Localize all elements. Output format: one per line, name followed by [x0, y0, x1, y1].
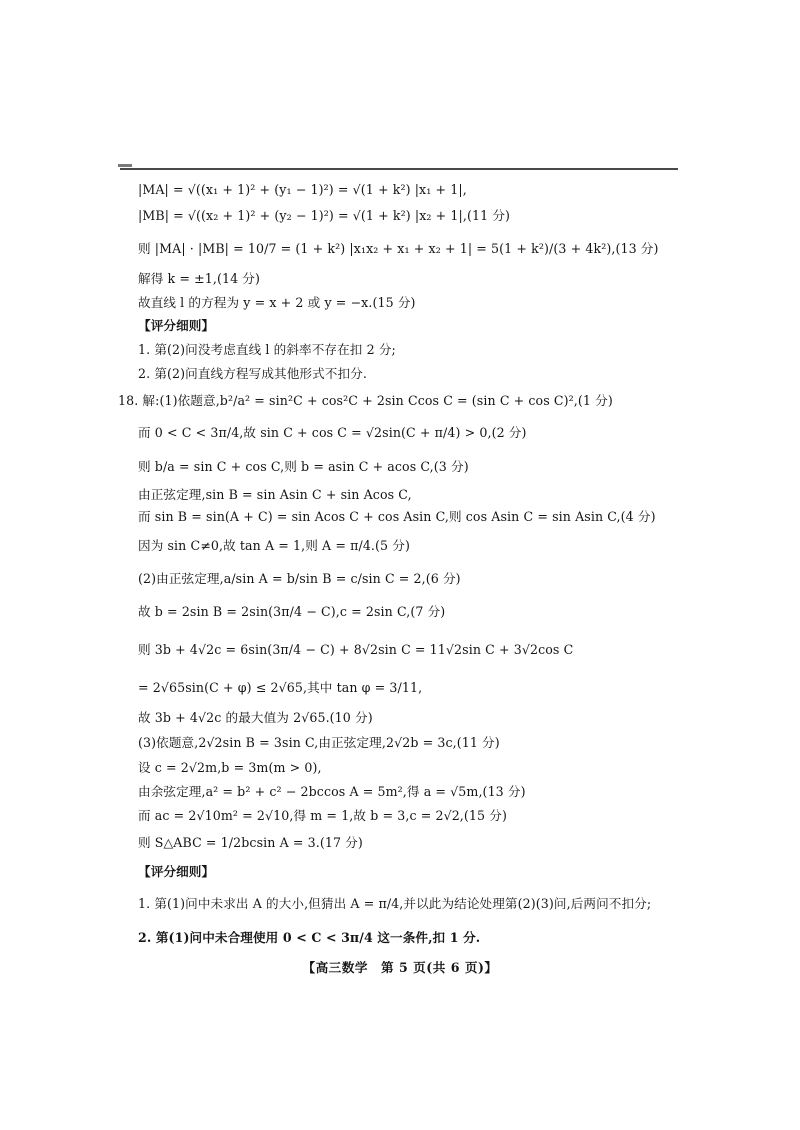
header-rule: [120, 168, 678, 170]
q18-part2-start: (2)由正弦定理,a/sin A = b/sin B = c/sin C = 2,(6 分): [138, 571, 461, 586]
q18-tan-a: 因为 sin C≠0,故 tan A = 1,则 A = π/4.(5 分): [138, 538, 410, 553]
q18-cosine-law: 由余弦定理,a² = b² + c² − 2bccos A = 5m²,得 a = √5m,(13 分): [138, 784, 526, 799]
grading-rule-1: 1. 第(2)问没考虑直线 l 的斜率不存在扣 2 分;: [138, 342, 396, 357]
q18-part1-start: 18. 解:(1)依题意,b²/a² = sin²C + cos²C + 2sin Ccos C = (sin C + cos C)²,(1 分): [118, 393, 613, 408]
q18-ratio: 则 b/a = sin C + cos C,则 b = asin C + acos C,(3 分): [138, 459, 469, 474]
q18-b-c: 故 b = 2sin B = 2sin(3π/4 − C),c = 2sin C,(7 分): [138, 604, 446, 619]
line-solve-k: 解得 k = ±1,(14 分): [138, 271, 260, 286]
grading-heading-1: 【评分细则】: [138, 318, 215, 333]
line-line-equation: 故直线 l 的方程为 y = x + 2 或 y = −x.(15 分): [138, 295, 416, 310]
grading-heading-2: 【评分细则】: [138, 864, 215, 879]
grading-rule-2: 2. 第(2)问直线方程写成其他形式不扣分.: [138, 366, 367, 381]
line-product: 则 |MA| · |MB| = 10/7 = (1 + k²) |x₁x₂ + x₁ + x₂ + 1| = 5(1 + k²)/(3 + 4k²),(13 分): [138, 241, 659, 256]
grading-rule-3: 1. 第(1)问中未求出 A 的大小,但猜出 A = π/4,并以此为结论处理第(2)(3)问,后两问不扣分;: [138, 896, 652, 911]
q18-area: 则 S△ABC = 1/2bcsin A = 3.(17 分): [138, 835, 363, 850]
q18-solve-m: 而 ac = 2√10m² = 2√10,得 m = 1,故 b = 3,c = 2√2,(15 分): [138, 808, 507, 823]
q18-max-value: 故 3b + 4√2c 的最大值为 2√65.(10 分): [138, 710, 373, 725]
q18-part3-start: (3)依题意,2√2sin B = 3sin C,由正弦定理,2√2b = 3c,(11 分): [138, 735, 500, 750]
q18-expression: 则 3b + 4√2c = 6sin(3π/4 − C) + 8√2sin C = 11√2sin C + 3√2cos C: [138, 642, 574, 657]
line-ma-distance: |MA| = √((x₁ + 1)² + (y₁ − 1)²) = √(1 + k²) |x₁ + 1|,: [138, 182, 467, 197]
q18-range-c: 而 0 < C < 3π/4,故 sin C + cos C = √2sin(C + π/4) > 0,(2 分): [138, 425, 527, 440]
page-footer: 【高三数学 第 5 页(共 6 页)】: [302, 960, 498, 975]
q18-bound: = 2√65sin(C + φ) ≤ 2√65,其中 tan φ = 3/11,: [138, 680, 423, 695]
line-mb-distance: |MB| = √((x₂ + 1)² + (y₂ − 1)²) = √(1 + k²) |x₂ + 1|,(11 分): [138, 208, 511, 223]
q18-sin-b: 而 sin B = sin(A + C) = sin Acos C + cos Asin C,则 cos Asin C = sin Asin C,(4 分): [138, 509, 656, 524]
grading-rule-4: 2. 第(1)问中未合理使用 0 < C < 3π/4 这一条件,扣 1 分.: [138, 930, 481, 945]
q18-sine-law: 由正弦定理,sin B = sin Asin C + sin Acos C,: [138, 487, 412, 502]
q18-set-c-b: 设 c = 2√2m,b = 3m(m > 0),: [138, 760, 322, 775]
scan-mark: [118, 164, 132, 167]
